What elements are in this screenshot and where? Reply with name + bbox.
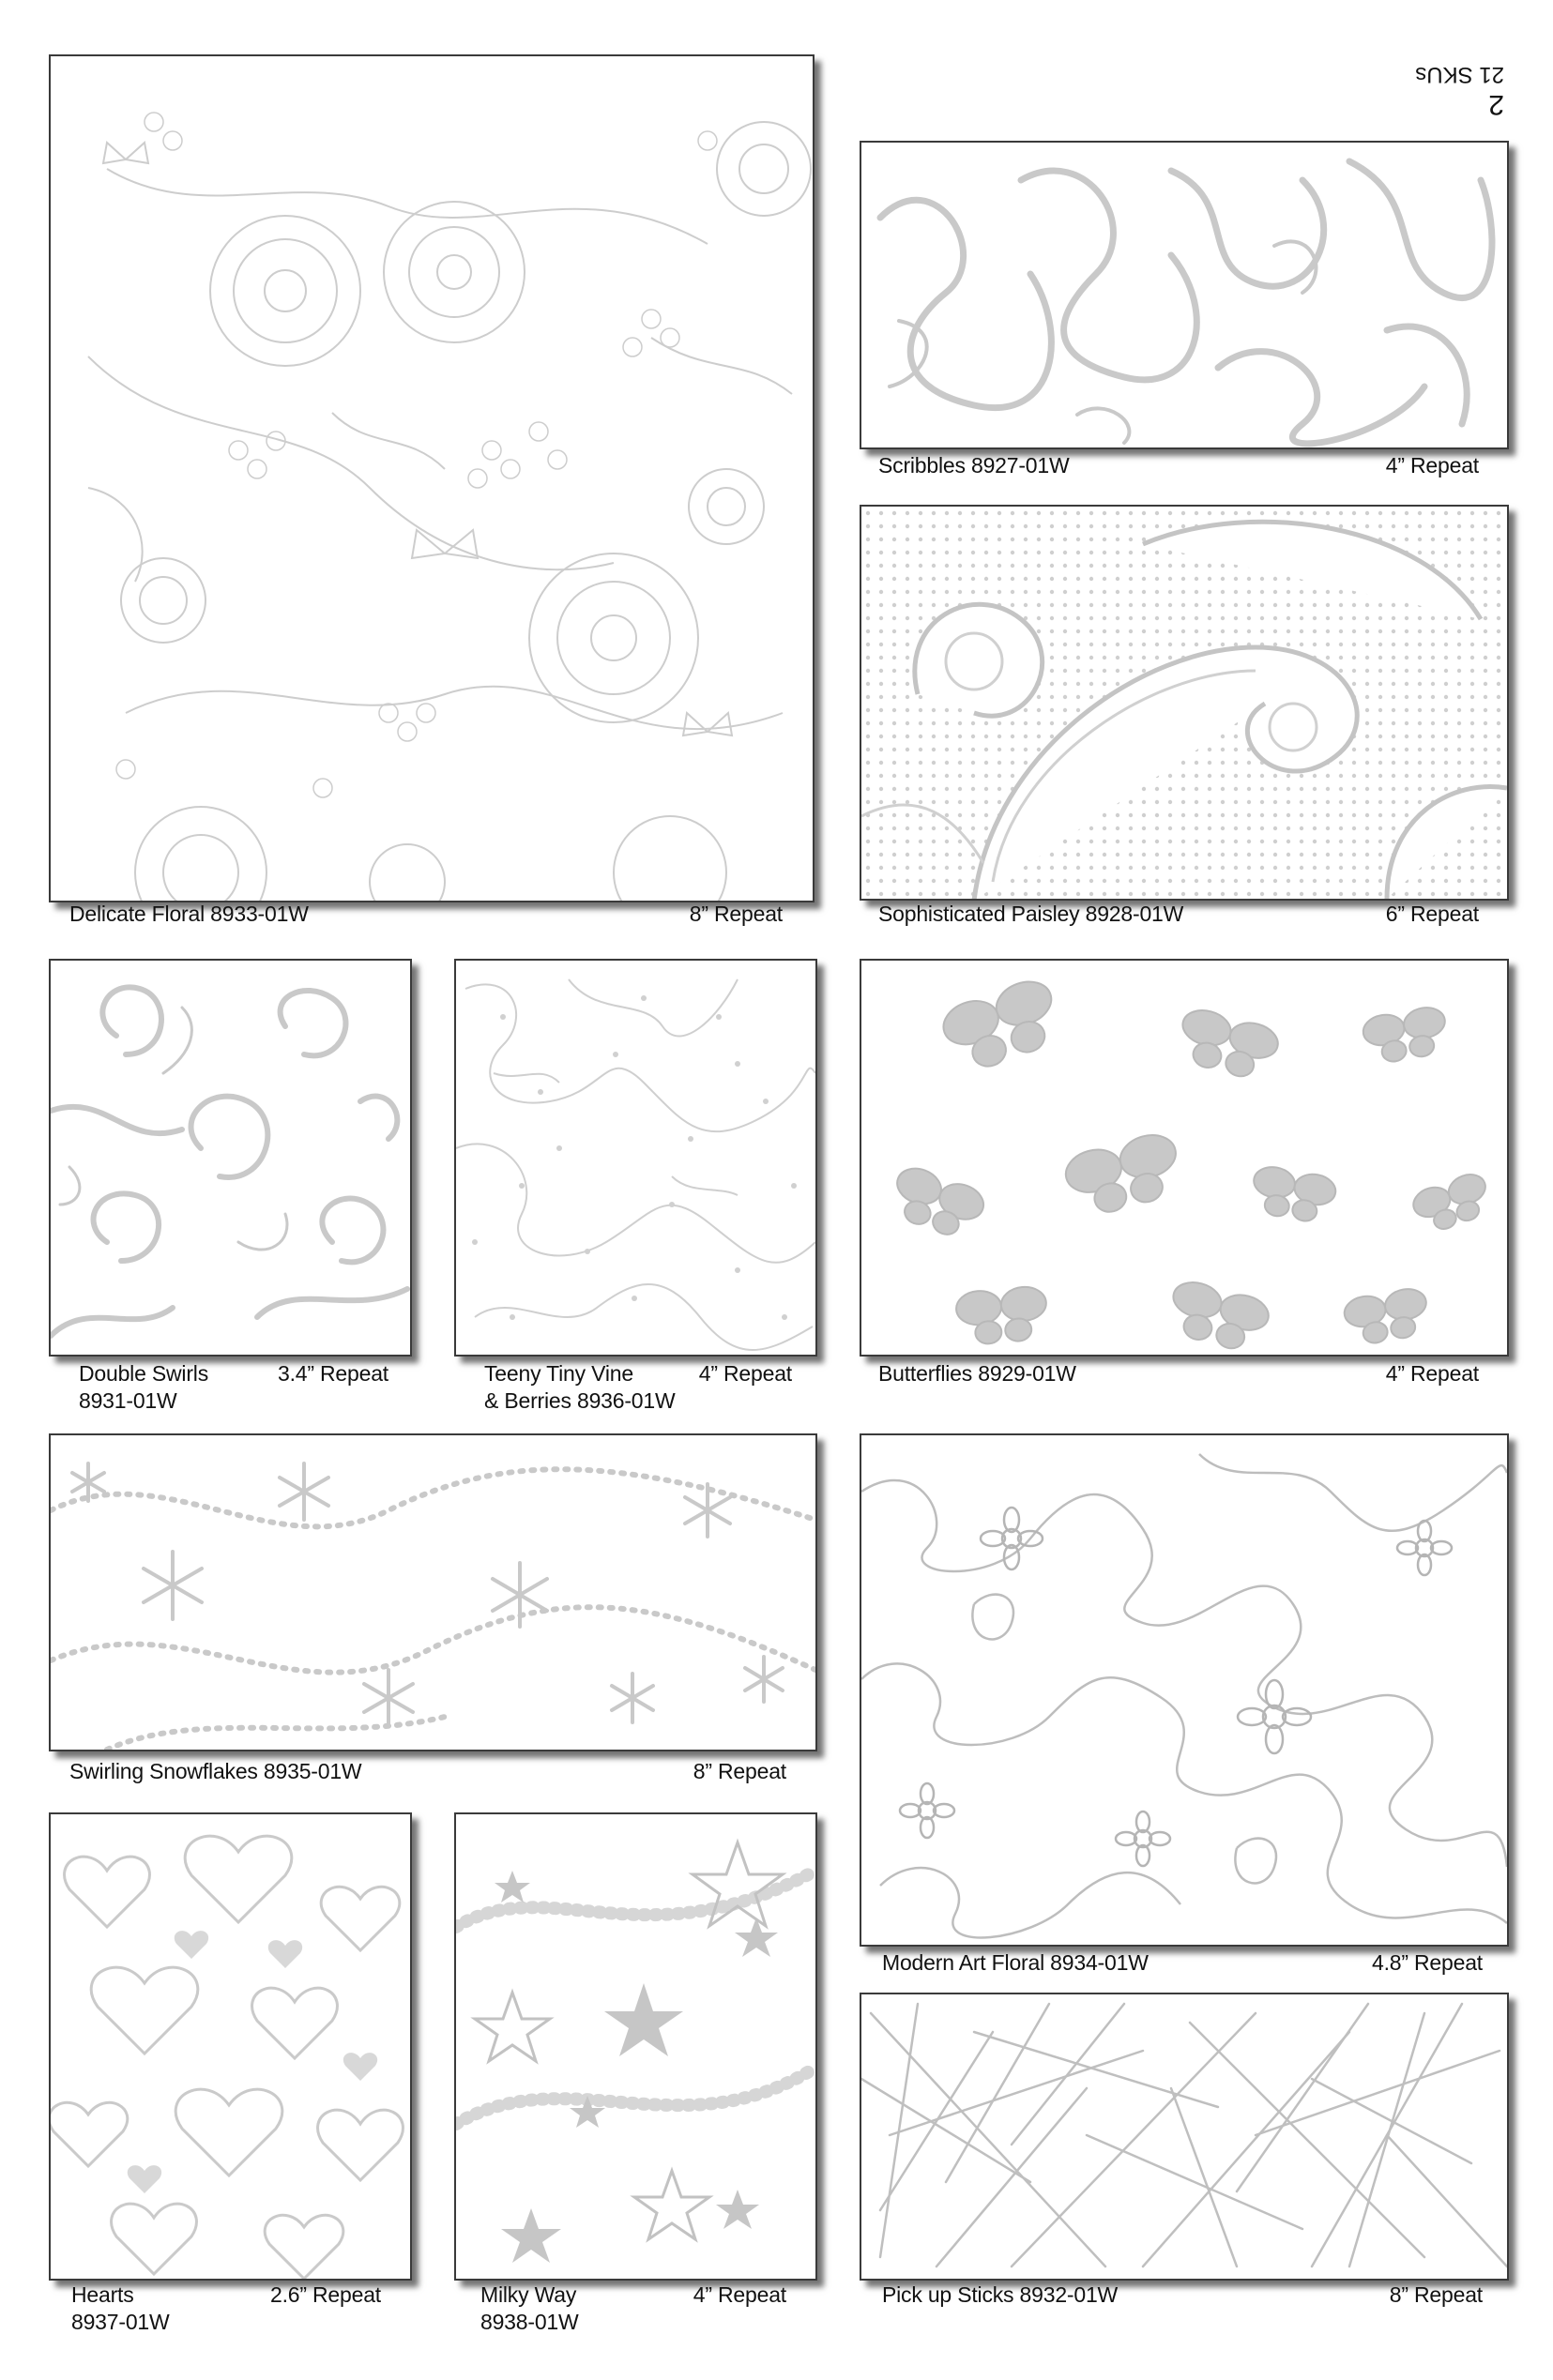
- fabric-sku: 8931-01W: [79, 1388, 177, 1413]
- repeat-size: 4” Repeat: [1385, 1361, 1479, 1386]
- caption-scribbles: [878, 452, 1479, 479]
- fabric-name: Scribbles 8927-01W: [878, 453, 1070, 478]
- swatch-scribbles: [860, 141, 1509, 449]
- swatch-double-swirls: [49, 959, 412, 1357]
- fabric-sku: 8938-01W: [480, 2310, 579, 2334]
- repeat-size: 4.8” Repeat: [1372, 1950, 1483, 1975]
- caption-modern-art-floral: [882, 1949, 1483, 1977]
- fabric-name: Swirling Snowflakes 8935-01W: [69, 1759, 362, 1783]
- fabric-name: Delicate Floral 8933-01W: [69, 902, 309, 926]
- fabric-name: Butterflies 8929-01W: [878, 1361, 1076, 1386]
- repeat-size: 4” Repeat: [1385, 453, 1479, 478]
- repeat-size: 4” Repeat: [698, 1361, 792, 1386]
- caption-hearts: [71, 2281, 381, 2336]
- fabric-name: Milky Way: [480, 2282, 577, 2307]
- fabric-name: Modern Art Floral 8934-01W: [882, 1950, 1149, 1975]
- fabric-name: Sophisticated Paisley 8928-01W: [878, 902, 1184, 926]
- page-corner-label: [1392, 49, 1504, 120]
- repeat-size: 2.6” Repeat: [270, 2282, 381, 2307]
- caption-milky-way: [480, 2281, 786, 2336]
- star-icon: [456, 1814, 815, 2279]
- snowflake-icon: [51, 1435, 815, 1750]
- fabric-name: Pick up Sticks 8932-01W: [882, 2282, 1119, 2307]
- caption-butterflies: [878, 1360, 1479, 1387]
- swirl-icon: [51, 961, 410, 1355]
- repeat-size: 6” Repeat: [1385, 902, 1479, 926]
- swatch-delicate-floral: [49, 54, 815, 902]
- swatch-hearts: [49, 1812, 412, 2281]
- vine-icon: [456, 961, 815, 1355]
- repeat-size: 4” Repeat: [693, 2282, 786, 2307]
- heart-icon: [51, 1814, 410, 2279]
- fabric-sku: 8937-01W: [71, 2310, 170, 2334]
- swatch-sophisticated-paisley: [860, 505, 1509, 901]
- loop-flower-icon: [861, 1435, 1507, 1945]
- repeat-size: 3.4” Repeat: [278, 1361, 388, 1386]
- scribble-icon: [861, 143, 1507, 447]
- swatch-butterflies: [860, 959, 1509, 1357]
- fabric-name: Teeny Tiny Vine: [484, 1361, 633, 1386]
- sku-count: 21 SKUs: [1415, 62, 1504, 87]
- fabric-name: Hearts: [71, 2282, 134, 2307]
- swatch-teeny-tiny-vine: [454, 959, 817, 1357]
- floral-icon: [51, 56, 813, 901]
- sticks-icon: [861, 1994, 1507, 2279]
- page-number: 2: [1488, 89, 1504, 120]
- caption-delicate-floral: [69, 901, 783, 928]
- fabric-sku: & Berries 8936-01W: [484, 1388, 676, 1413]
- caption-pick-up-sticks: [882, 2281, 1483, 2309]
- swatch-swirling-snowflakes: [49, 1433, 817, 1751]
- paisley-icon: [861, 507, 1507, 899]
- butterfly-icon: [861, 961, 1507, 1355]
- caption-teeny-tiny-vine: [484, 1360, 792, 1415]
- repeat-size: 8” Repeat: [1389, 2282, 1483, 2307]
- caption-swirling-snowflakes: [69, 1758, 786, 1785]
- swatch-modern-art-floral: [860, 1433, 1509, 1947]
- swatch-pick-up-sticks: [860, 1993, 1509, 2281]
- caption-double-swirls: [79, 1360, 388, 1415]
- fabric-name: Double Swirls: [79, 1361, 209, 1386]
- repeat-size: 8” Repeat: [693, 1759, 786, 1783]
- repeat-size: 8” Repeat: [689, 902, 783, 926]
- caption-sophisticated-paisley: [878, 901, 1479, 928]
- swatch-milky-way: [454, 1812, 817, 2281]
